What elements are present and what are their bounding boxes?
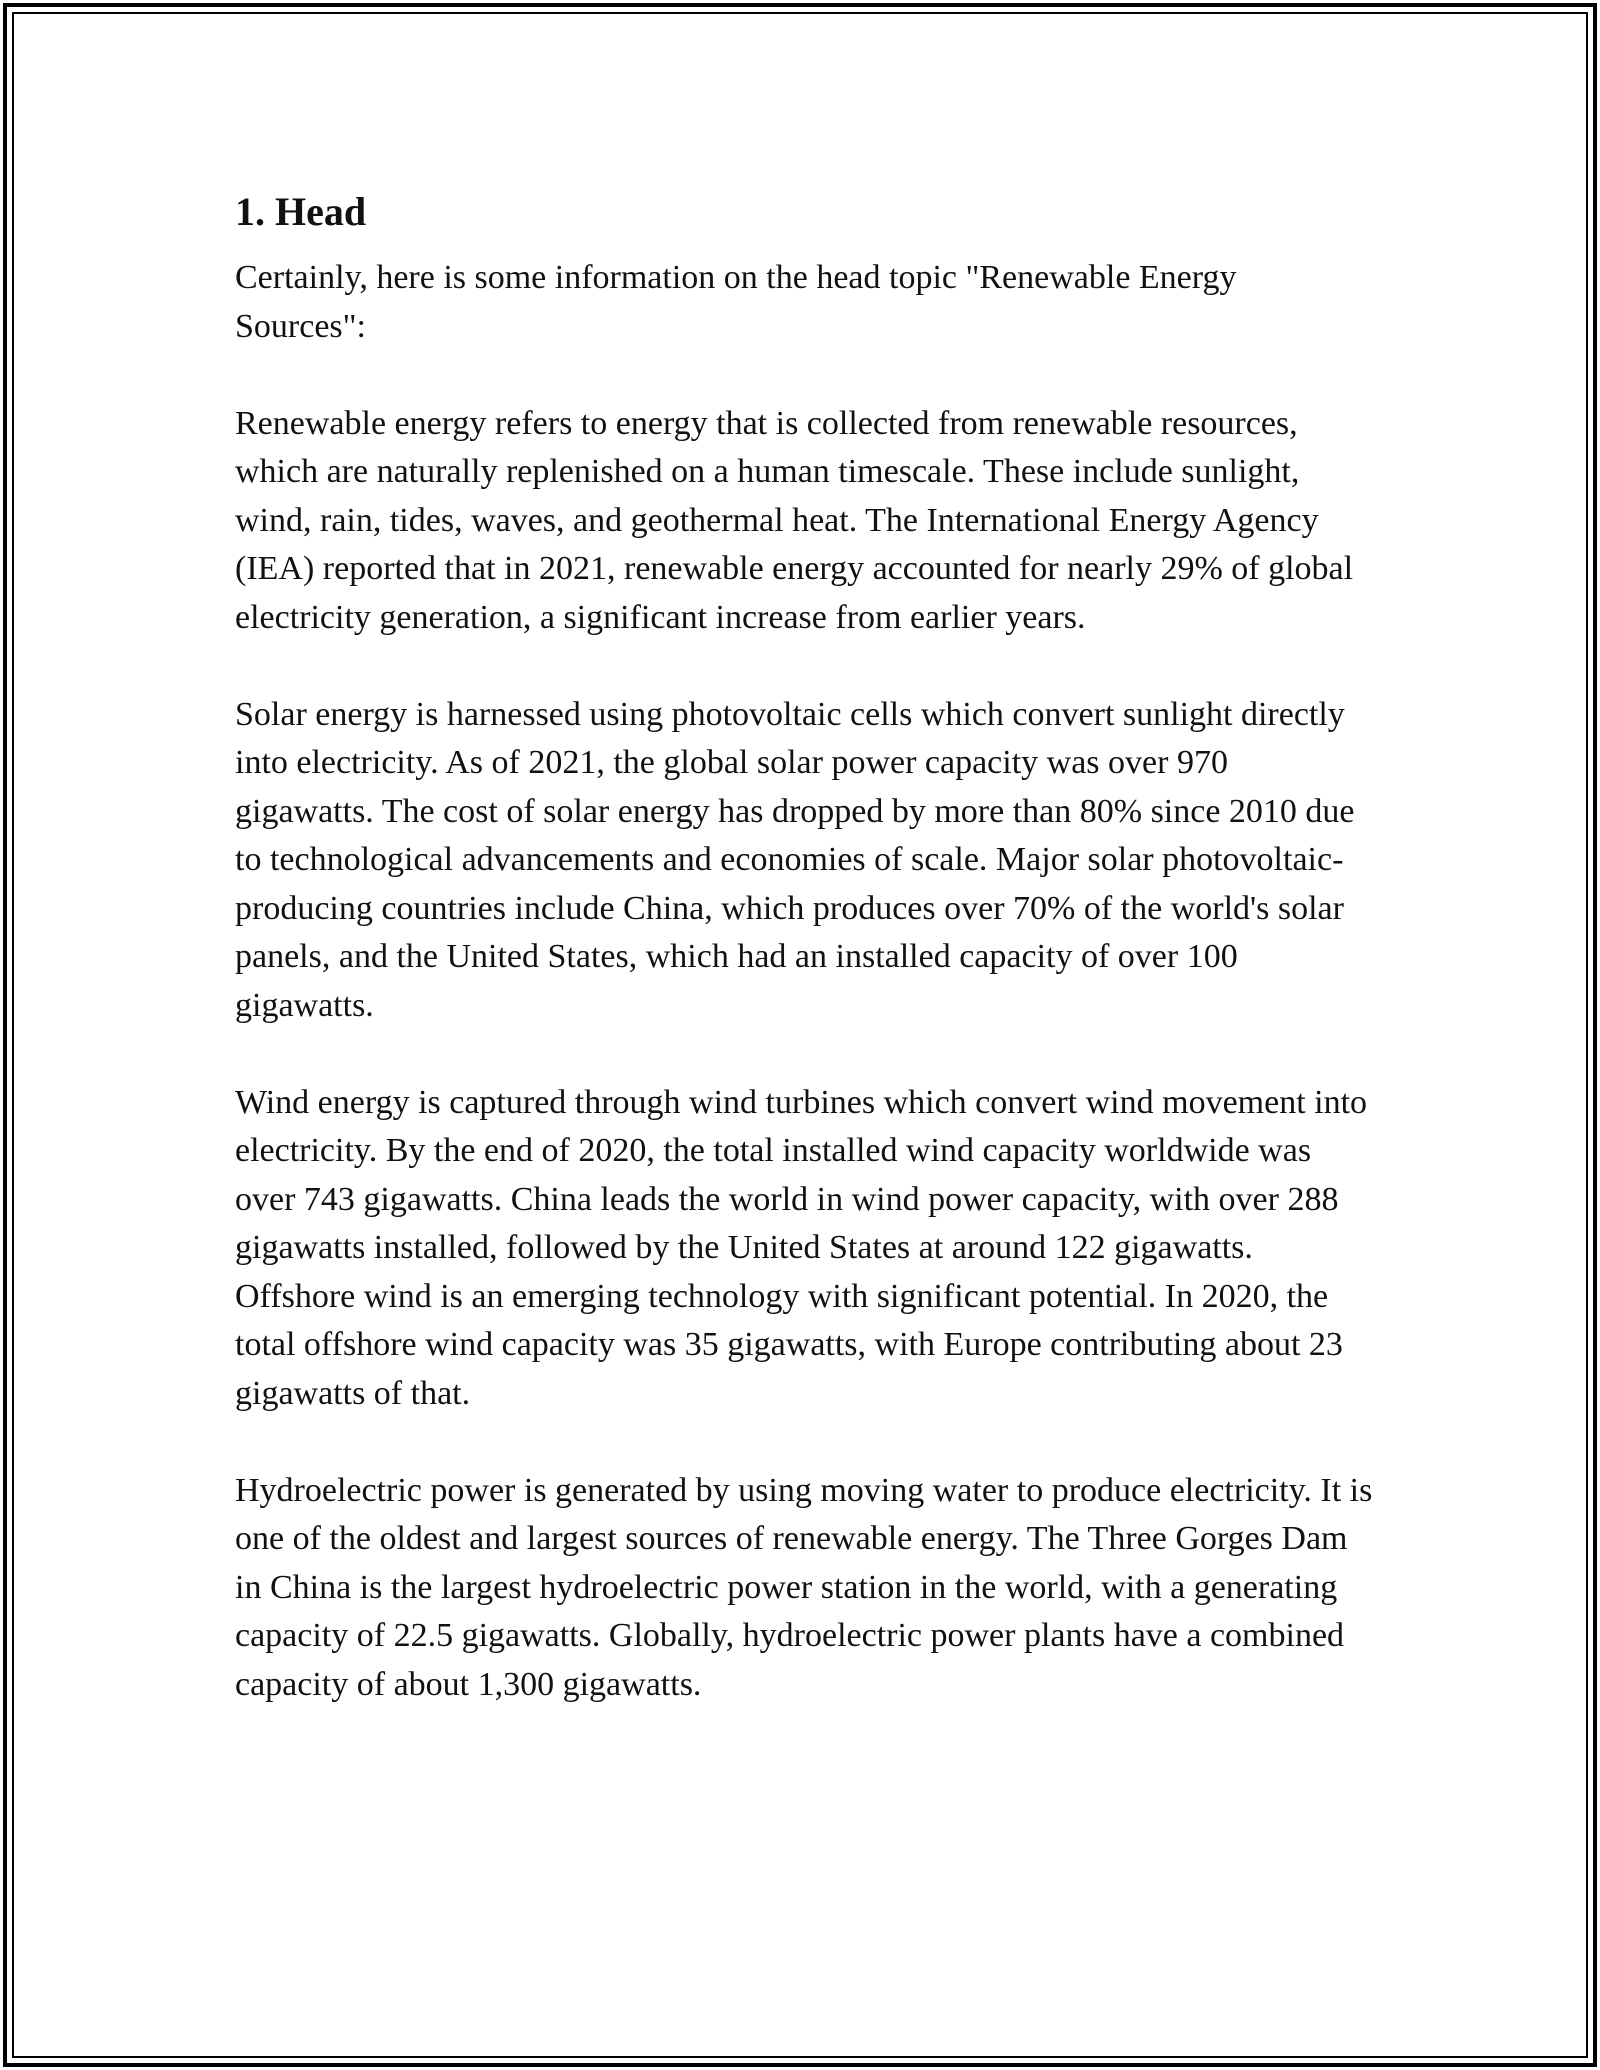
section-heading: 1. Head [235, 189, 367, 234]
hydroelectric-paragraph: Hydroelectric power is generated by using moving water to produce electricity. It is one of the oldest and largest sources of renewable energy. The Three Gorges Dam in China is the largest hydroelectric power station in the world, with a generating capacity of 22.5 gigawatts. Globally, hydroelectric power plants have a combined capacity of about 1,300 gigawatts. [235, 1471, 1373, 1703]
solar-energy-paragraph: Solar energy is harnessed using photovoltaic cells which convert sunlight directly into electricity. As of 2021, the global solar power capacity was over 970 gigawatts. The cost of solar energy has dropped by more than 80% since 2010 due to technological advancements and economies of scale. Major solar photovoltaic-producing countries include China, which produces over 70% of the world's solar panels, and the United States, which had an installed capacity of over 100 gigawatts. [235, 695, 1355, 1024]
renewable-overview-paragraph: Renewable energy refers to energy that is collected from renewable resources, which are naturally replenished on a human timescale. These include sunlight, wind, rain, tides, waves, and geothermal heat. The International Energy Agency (IEA) reported that in 2021, renewable energy accounted for nearly 29% of global electricity generation, a significant increase from earlier years. [235, 404, 1354, 636]
intro-paragraph: Certainly, here is some information on the head topic "Renewable Energy Sources": [235, 259, 1237, 345]
wind-energy-paragraph: Wind energy is captured through wind turbines which convert wind movement into electricity. By the end of 2020, the total installed wind capacity worldwide was over 743 gigawatts. China leads the world in wind power capacity, with over 288 gigawatts installed, followed by the United States at around 122 gigawatts. Offshore wind is an emerging technology with significant potential. In 2020, the total offshore wind capacity was 35 gigawatts, with Europe contributing about 23 gigawatts of that. [235, 1083, 1368, 1412]
document-body [235, 186, 1375, 1758]
